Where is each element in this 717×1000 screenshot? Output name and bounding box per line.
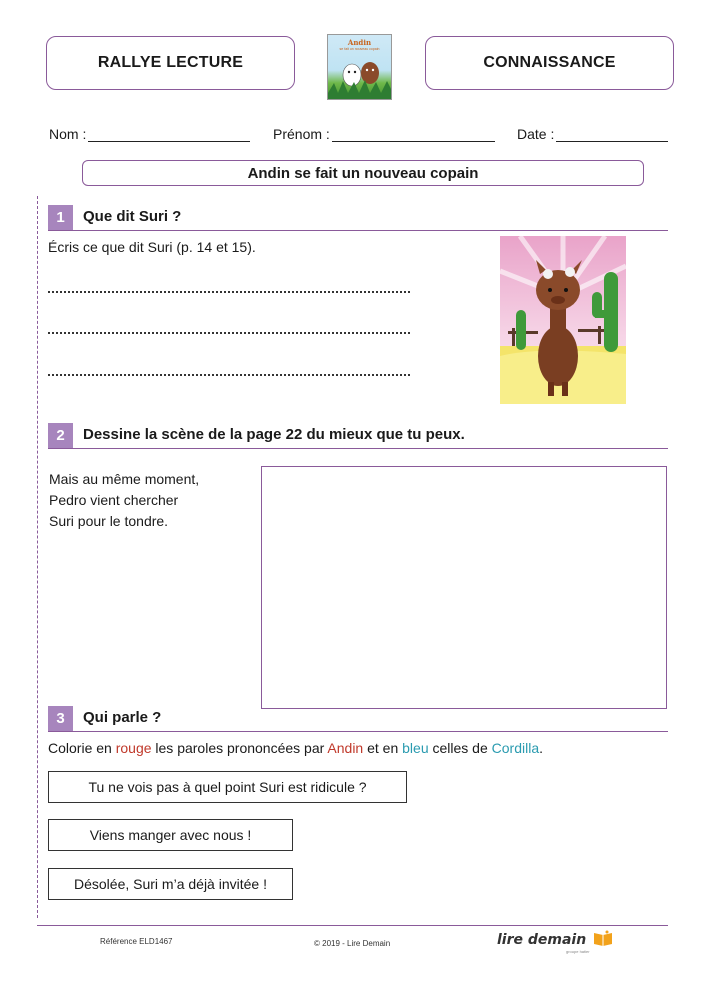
section-3-header	[48, 706, 668, 732]
instruction-name-andin: Andin	[327, 740, 364, 756]
book-icon	[593, 930, 613, 950]
quote-box-1[interactable]	[48, 771, 407, 803]
section-1-title: Que dit Suri ?	[83, 208, 182, 225]
header-connaissance	[425, 36, 674, 90]
section-2-title: Dessine la scène de la page 22 du mieux que tu peux.	[83, 426, 465, 443]
answer-line-1[interactable]	[48, 291, 410, 293]
suri-illustration	[500, 236, 626, 404]
instruction-color-bleu: bleu	[402, 740, 429, 756]
section-2-number: 2	[48, 423, 73, 448]
section-3-title: Qui parle ?	[83, 709, 162, 726]
logo-subtitle: groupe hatier	[566, 949, 590, 954]
header-rallye-lecture	[46, 36, 295, 90]
instruction-part: celles de	[428, 740, 492, 756]
section-2-text-line-3: Suri pour le tondre.	[49, 513, 169, 529]
prenom-label: Prénom :	[273, 126, 330, 142]
bottom-rule	[37, 925, 668, 926]
book-cover-image	[327, 34, 392, 100]
drawing-area[interactable]	[261, 466, 667, 709]
nom-label: Nom :	[49, 126, 87, 142]
nom-line[interactable]	[88, 129, 250, 142]
quote-text-2: Viens manger avec nous !	[89, 827, 252, 843]
book-title-box	[82, 160, 644, 186]
section-1-header	[48, 205, 668, 231]
header-left-label: RALLYE LECTURE	[97, 54, 244, 71]
footer-reference: Référence ELD1467	[100, 937, 173, 946]
book-title: Andin se fait un nouveau copain	[247, 164, 479, 182]
quote-text-1: Tu ne vois pas à quel point Suri est ridicule ?	[88, 779, 367, 795]
left-margin-rule	[37, 196, 38, 918]
quote-box-2[interactable]	[48, 819, 293, 851]
nom-field[interactable]	[49, 126, 250, 142]
section-1-instruction: Écris ce que dit Suri (p. 14 et 15).	[48, 239, 256, 255]
section-2-text-line-2: Pedro vient chercher	[49, 492, 179, 508]
date-label: Date :	[517, 126, 555, 142]
section-2-text-line-1: Mais au même moment,	[49, 471, 200, 487]
instruction-part: les paroles prononcées par	[151, 740, 328, 756]
quote-text-3: Désolée, Suri m’a déjà invitée !	[74, 876, 267, 892]
section-1-number: 1	[48, 205, 73, 230]
cover-illustration	[328, 35, 392, 100]
date-field[interactable]	[517, 126, 668, 142]
answer-line-3[interactable]	[48, 374, 410, 376]
instruction-name-cordilla: Cordilla	[491, 740, 540, 756]
instruction-part: Colorie en	[48, 740, 116, 756]
footer-copyright: © 2019 - Lire Demain	[314, 939, 391, 948]
header-right-label: CONNAISSANCE	[483, 54, 616, 71]
section-2-header	[48, 423, 668, 449]
instruction-part: .	[539, 740, 544, 756]
prenom-line[interactable]	[332, 129, 495, 142]
section-2-text	[49, 469, 199, 532]
section-3-instruction	[48, 738, 543, 759]
answer-line-2[interactable]	[48, 332, 410, 334]
date-line[interactable]	[556, 129, 668, 142]
logo-text: lire demain	[497, 932, 587, 948]
prenom-field[interactable]	[273, 126, 495, 142]
section-3-number: 3	[48, 706, 73, 731]
cover-title: Andin	[347, 38, 372, 47]
instruction-color-rouge: rouge	[115, 740, 152, 756]
instruction-part: et en	[363, 740, 403, 756]
quote-box-3[interactable]	[48, 868, 293, 900]
lire-demain-logo	[497, 930, 613, 950]
cover-subtitle: se fait un nouveau copain	[339, 47, 380, 51]
